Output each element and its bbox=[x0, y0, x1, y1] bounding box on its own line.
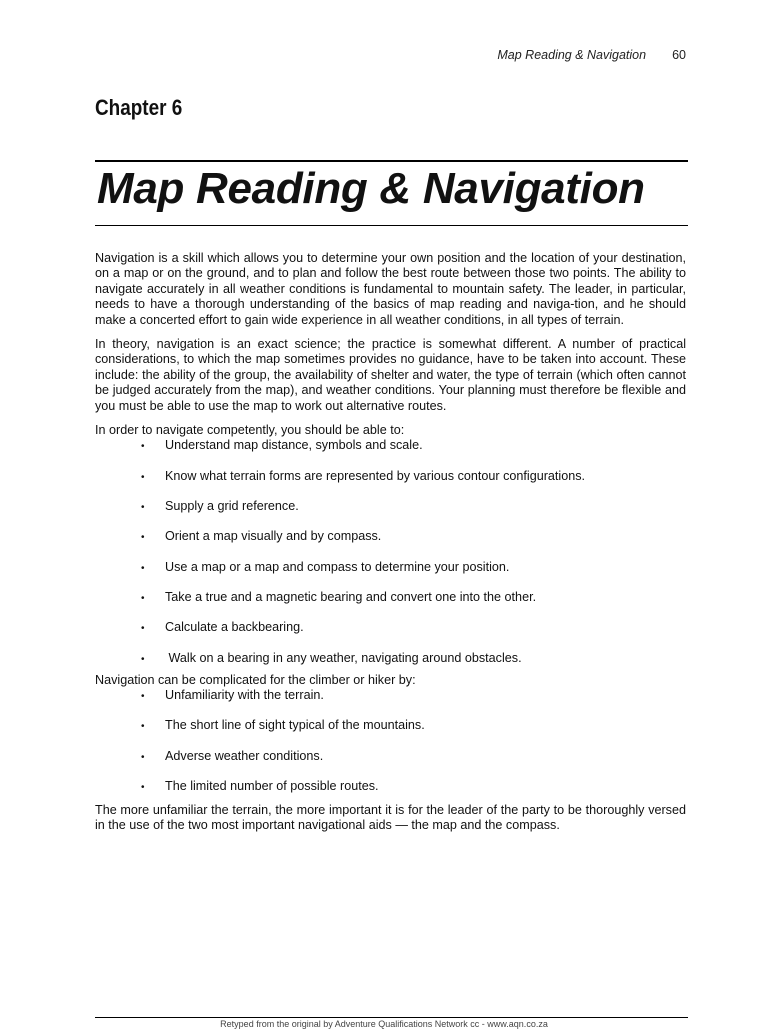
page-number: 60 bbox=[672, 48, 686, 62]
paragraph-intro: Navigation is a skill which allows you to determine your own position and the location of your destination, on a map or on the ground, and to plan and follow the best route between those two points. The ability to navigate accurately in all weather conditions is fundamental to mountain safety. The leader, in particular, needs to have a thorough understanding of the basics of map reading and naviga-tion, and he should make a concerted effort to gain wide experience in all weather conditions, in all types of terrain. bbox=[95, 251, 686, 327]
list-item: • Use a map or a map and compass to determine your position. bbox=[95, 560, 686, 590]
bullet-icon: • bbox=[141, 623, 145, 635]
footer-credit: Retyped from the original by Adventure Qualifications Network cc - www.aqn.co.za bbox=[220, 1019, 548, 1029]
list-item: • Orient a map visually and by compass. bbox=[95, 529, 686, 559]
list-item: • Unfamiliarity with the terrain. bbox=[95, 688, 686, 718]
bullet-icon: • bbox=[141, 690, 145, 702]
list-item: • Know what terrain forms are represented by various contour configurations. bbox=[95, 469, 686, 499]
bullet-icon: • bbox=[141, 502, 145, 514]
bullet-icon: • bbox=[141, 532, 145, 544]
running-header bbox=[497, 48, 686, 62]
bullet-icon: • bbox=[141, 751, 145, 763]
paragraph-conclusion: The more unfamiliar the terrain, the more important it is for the leader of the party to be thoroughly versed in the use of the two most important navigational aids — the map and the compass. bbox=[95, 802, 686, 833]
bullet-icon: • bbox=[141, 441, 145, 453]
list-item: • Adverse weather conditions. bbox=[95, 749, 686, 779]
page-title: Map Reading & Navigation bbox=[97, 164, 645, 213]
list-item: • Supply a grid reference. bbox=[95, 499, 686, 529]
list-item: • Take a true and a magnetic bearing and convert one into the other. bbox=[95, 590, 686, 620]
list-item: • Walk on a bearing in any weather, navigating around obstacles. bbox=[95, 651, 686, 673]
bullet-icon: • bbox=[141, 781, 145, 793]
chapter-label: Chapter 6 bbox=[95, 95, 183, 120]
bullet-icon: • bbox=[141, 653, 145, 665]
bullet-icon: • bbox=[141, 721, 145, 733]
bullet-icon: • bbox=[141, 592, 145, 604]
bullet-icon: • bbox=[141, 471, 145, 483]
paragraph-theory: In theory, navigation is an exact science; the practice is somewhat different. A number of practical considerations, to which the map sometimes provides no guidance, have to be taken into account. These include: the ability of the group, the availability of shelter and water, the type of terrain (which often cannot be judged accurately from the map), and weather conditions. Your planning must therefore be flexible and you must be able to use the map to work out alternative routes. bbox=[95, 337, 686, 413]
list-item: • Calculate a backbearing. bbox=[95, 620, 686, 650]
title-rule-top bbox=[95, 160, 688, 162]
skills-list bbox=[95, 438, 686, 672]
running-title: Map Reading & Navigation bbox=[497, 48, 647, 62]
paragraph-competence: In order to navigate competently, you should be able to: bbox=[95, 423, 405, 438]
title-rule-bottom bbox=[95, 225, 688, 226]
complications-list bbox=[95, 688, 686, 803]
footer-rule bbox=[95, 1017, 688, 1018]
list-item: • Understand map distance, symbols and scale. bbox=[95, 438, 686, 468]
paragraph-complications: Navigation can be complicated for the climber or hiker by: bbox=[95, 672, 416, 687]
list-item: • The short line of sight typical of the mountains. bbox=[95, 718, 686, 748]
bullet-icon: • bbox=[141, 562, 145, 574]
list-item: • The limited number of possible routes. bbox=[95, 779, 686, 803]
body-text bbox=[95, 251, 686, 834]
